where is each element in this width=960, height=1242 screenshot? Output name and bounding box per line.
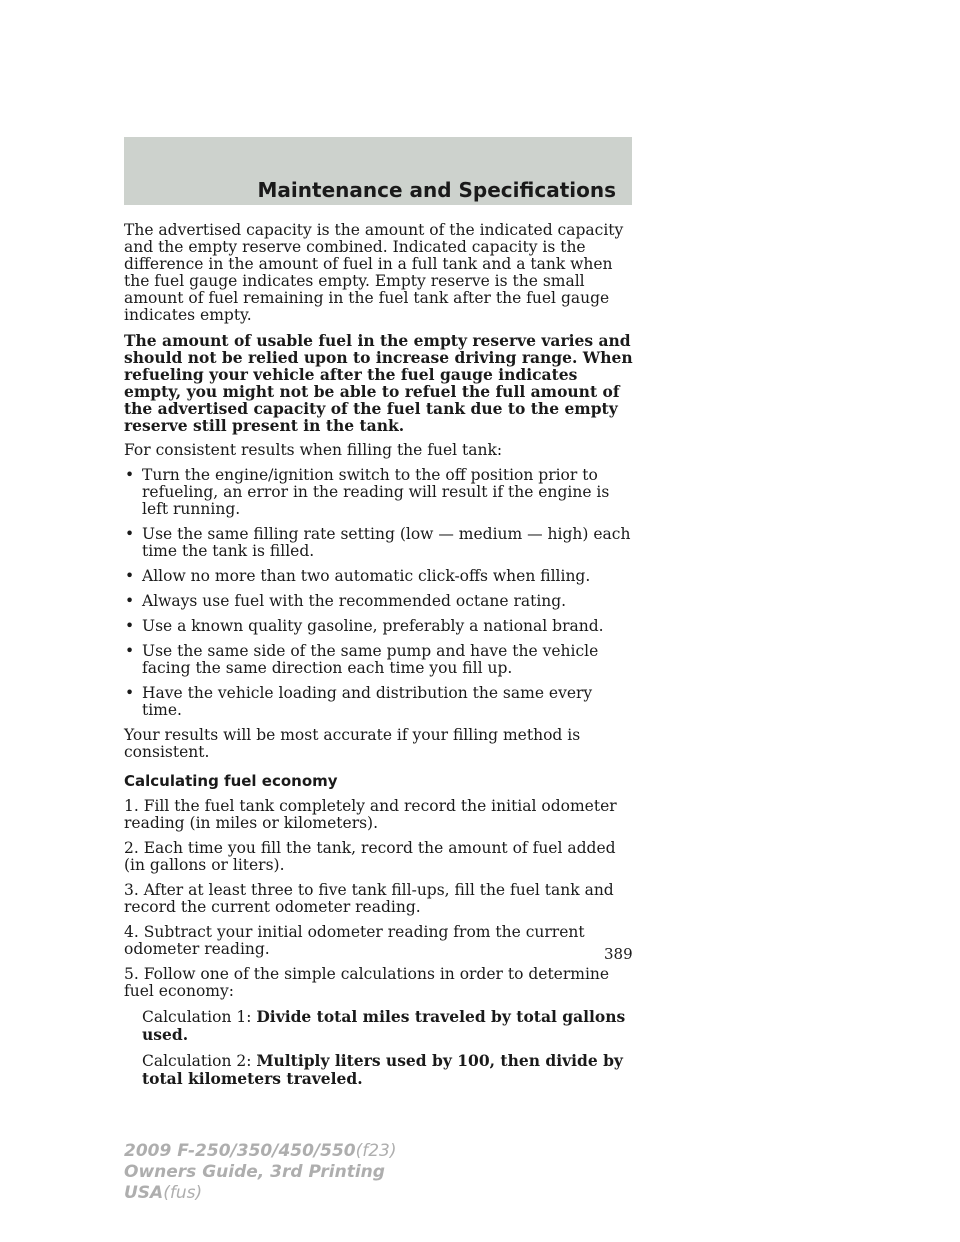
footer xyxy=(124,1141,397,1204)
list-item: • Always use fuel with the recommended octane rating. xyxy=(125,592,567,610)
calculation-1 xyxy=(124,1008,634,1044)
step-item: 2. Each time you fill the tank, record the amount of fuel added (in gallons or liters). xyxy=(124,839,616,874)
footer-region-line xyxy=(124,1183,397,1204)
step-item: 1. Fill the fuel tank completely and record the initial odometer reading (in miles or kilometers). xyxy=(124,797,617,832)
bullet-icon: • xyxy=(125,684,135,702)
warning-paragraph: The amount of usable fuel in the empty reserve varies and should not be relied upon to increase driving range. When refueling your vehicle after the fuel gauge indicates empty, you might not be able to refuel the full amount of the advertised capacity of the fuel tank due to the empty reserve still present in the tank. xyxy=(124,331,633,435)
bullet-icon: • xyxy=(125,617,135,635)
footer-model: 2009 F-250/350/450/550 xyxy=(124,1141,356,1161)
step-item: 4. Subtract your initial odometer reading from the current odometer reading. xyxy=(124,923,585,958)
calculation-label: Calculation 1: xyxy=(142,1008,257,1026)
list-item: • Use the same side of the same pump and have the vehicle facing the same direction each time you fill up. xyxy=(125,642,599,677)
bullet-icon: • xyxy=(125,592,135,610)
intro-paragraph: The advertised capacity is the amount of the indicated capacity and the empty reserve combined. Indicated capacity is the difference in the amount of fuel in a full tank and a tank when the fuel gauge indicates empty. Empty reserve is the small amount of fuel remaining in the fuel tank after the fuel gauge indicates empty. xyxy=(124,221,624,324)
lead-paragraph: For consistent results when filling the fuel tank: xyxy=(124,441,503,459)
results-note: Your results will be most accurate if your filling method is consistent. xyxy=(124,726,581,761)
tips-list xyxy=(124,467,634,719)
list-item: • Turn the engine/ignition switch to the off position prior to refueling, an error in the reading will result if the engine is left running. xyxy=(125,466,610,518)
footer-region: USA xyxy=(124,1183,164,1203)
list-item: • Use a known quality gasoline, preferably a national brand. xyxy=(125,617,604,635)
page-number: 389 xyxy=(604,945,633,963)
bullet-icon: • xyxy=(125,466,135,484)
step-item: 5. Follow one of the simple calculations in order to determine fuel economy: xyxy=(124,965,610,1000)
calculation-text: Divide total miles traveled by total gallons used. xyxy=(142,1007,626,1044)
step-item: 3. After at least three to five tank fill-ups, fill the fuel tank and record the current odometer reading. xyxy=(124,881,614,916)
bullet-icon: • xyxy=(125,642,135,660)
list-item: • Use the same filling rate setting (low — medium — high) each time the tank is filled. xyxy=(125,525,631,560)
header-band xyxy=(124,137,632,205)
page-title: Maintenance and Specifications xyxy=(257,178,616,202)
list-item: • Allow no more than two automatic click-offs when filling. xyxy=(125,567,591,585)
calculation-label: Calculation 2: xyxy=(142,1052,257,1070)
calculation-text: Multiply liters used by 100, then divide by total kilometers traveled. xyxy=(142,1051,623,1088)
page-content xyxy=(124,222,634,1096)
footer-model-line xyxy=(124,1141,397,1162)
footer-model-code: (f23) xyxy=(355,1141,397,1161)
footer-region-code: (fus) xyxy=(163,1183,203,1203)
list-item: • Have the vehicle loading and distribution the same every time. xyxy=(125,684,593,719)
bullet-icon: • xyxy=(125,567,135,585)
section-heading: Calculating fuel economy xyxy=(124,772,338,790)
bullet-icon: • xyxy=(125,525,135,543)
footer-guide: Owners Guide, 3rd Printing xyxy=(124,1162,385,1182)
calculation-2 xyxy=(124,1052,634,1088)
